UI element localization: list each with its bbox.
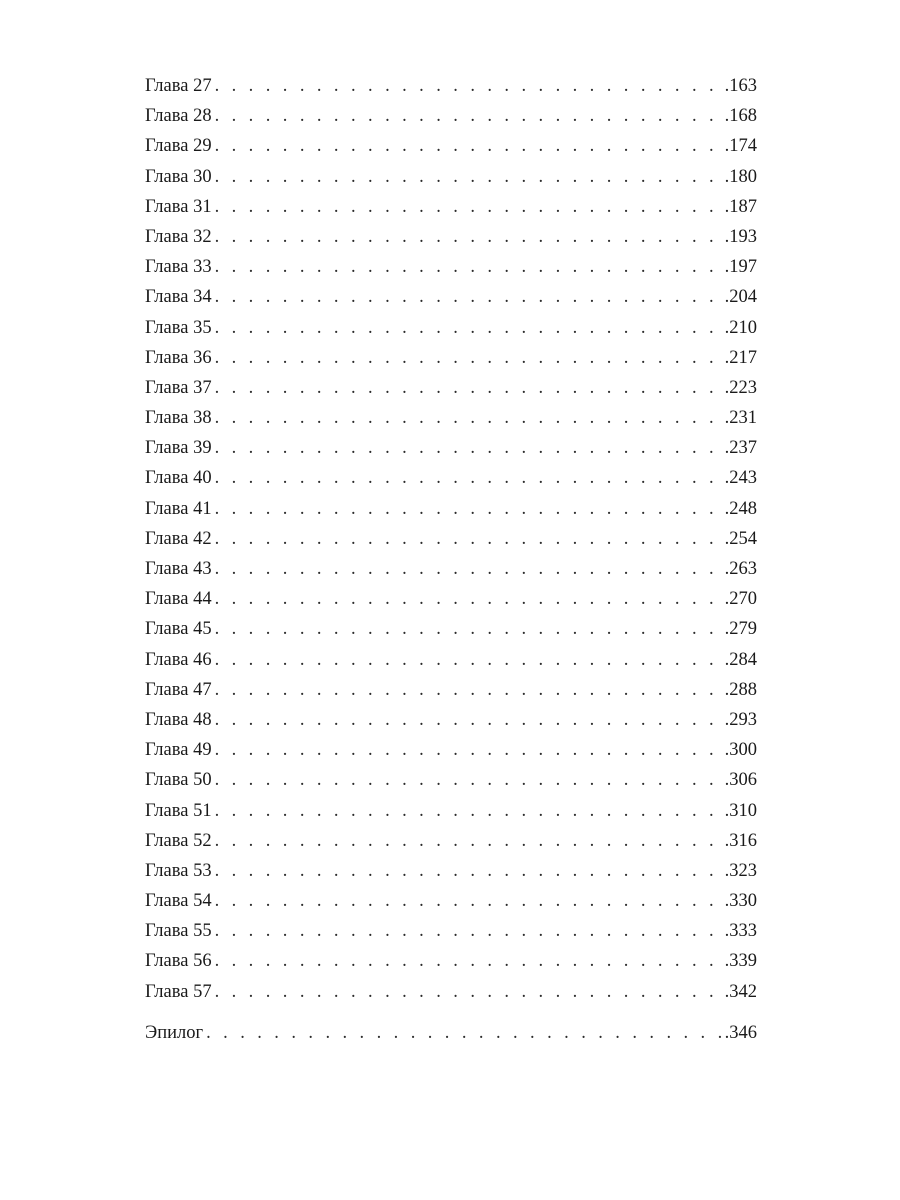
toc-dot-leader	[212, 162, 725, 192]
toc-entry-chapter-45	[145, 614, 757, 644]
toc-dot-leader	[212, 282, 725, 312]
toc-entry-page-number: .284	[724, 649, 757, 670]
toc-entry-page-number: .288	[724, 679, 757, 700]
toc-entry-chapter-49	[145, 735, 757, 765]
toc-entry-label: Глава 52	[145, 830, 212, 851]
toc-entry-label: Глава 33	[145, 257, 212, 278]
toc-entry-chapter-52	[145, 826, 757, 856]
toc-entry-page-number: .237	[724, 438, 757, 459]
toc-entry-page-number: .323	[724, 860, 757, 881]
toc-entry-page-number: .174	[724, 136, 757, 157]
toc-entry-label: Глава 35	[145, 317, 212, 338]
toc-entry-label: Глава 39	[145, 438, 212, 459]
toc-entry-page-number: .204	[724, 287, 757, 308]
toc-entry-chapter-38	[145, 403, 757, 433]
toc-entry-chapter-29	[145, 131, 757, 161]
toc-entry-chapter-53	[145, 856, 757, 886]
toc-entry-chapter-42	[145, 524, 757, 554]
toc-entry-page-number: .254	[724, 528, 757, 549]
toc-entry-chapter-37	[145, 373, 757, 403]
toc-entry-page-number: .300	[724, 740, 757, 761]
toc-entry-chapter-47	[145, 675, 757, 705]
toc-dot-leader	[212, 584, 725, 614]
toc-entry-page-number: .180	[724, 166, 757, 187]
toc-dot-leader	[212, 645, 725, 675]
toc-dot-leader	[212, 463, 725, 493]
toc-entry-label: Глава 57	[145, 981, 212, 1002]
toc-entry-label: Глава 51	[145, 800, 212, 821]
toc-entry-label: Глава 32	[145, 226, 212, 247]
toc-entry-label: Глава 48	[145, 709, 212, 730]
toc-entry-page-number: .163	[724, 76, 757, 96]
table-of-contents	[145, 71, 757, 1048]
toc-entry-chapter-51	[145, 796, 757, 826]
toc-entry-label: Глава 47	[145, 679, 212, 700]
toc-dot-leader	[212, 886, 725, 916]
toc-dot-leader	[212, 101, 725, 131]
toc-entry-chapter-30	[145, 162, 757, 192]
toc-dot-leader	[212, 222, 725, 252]
toc-dot-leader	[212, 735, 725, 765]
toc-entry-label: Глава 34	[145, 287, 212, 308]
toc-entry-chapter-48	[145, 705, 757, 735]
toc-entry-chapter-31	[145, 192, 757, 222]
toc-entry-label: Глава 56	[145, 951, 212, 972]
toc-entry-label: Глава 44	[145, 589, 212, 610]
toc-dot-leader	[212, 403, 725, 433]
toc-entry-chapter-44	[145, 584, 757, 614]
toc-dot-leader	[212, 71, 725, 101]
toc-dot-leader	[212, 614, 725, 644]
toc-dot-leader	[212, 705, 725, 735]
toc-dot-leader	[212, 494, 725, 524]
toc-entry-label: Глава 54	[145, 891, 212, 912]
toc-entry-page-number: .339	[724, 951, 757, 972]
toc-entry-page-number: .306	[724, 770, 757, 791]
toc-entry-chapter-32	[145, 222, 757, 252]
toc-dot-leader	[212, 313, 725, 343]
toc-dot-leader	[212, 131, 725, 161]
toc-entry-page-number: .346	[724, 1022, 757, 1043]
toc-entry-label: Глава 55	[145, 921, 212, 942]
toc-entry-page-number: .270	[724, 589, 757, 610]
toc-entry-chapter-57	[145, 977, 757, 1007]
toc-entry-chapter-28	[145, 101, 757, 131]
toc-entry-page-number: .310	[724, 800, 757, 821]
toc-entry-label: Глава 43	[145, 559, 212, 579]
toc-entry-label: Глава 41	[145, 498, 212, 519]
toc-entry-page-number: .187	[724, 196, 757, 217]
toc-dot-leader	[212, 675, 725, 705]
toc-dot-leader	[212, 946, 725, 976]
toc-entry-label: Глава 53	[145, 860, 212, 881]
toc-entry-label: Глава 46	[145, 649, 212, 670]
toc-dot-leader	[212, 796, 725, 826]
toc-entry-page-number: .197	[724, 257, 757, 278]
toc-dot-leader	[212, 554, 725, 584]
toc-entry-page-number: .210	[724, 317, 757, 338]
toc-dot-leader	[212, 977, 725, 1007]
toc-entry-page-number: .168	[724, 106, 757, 127]
toc-entry-epilogue	[145, 1018, 757, 1048]
toc-entry-page-number: .217	[724, 347, 757, 368]
toc-entry-page-number: .263	[724, 559, 757, 579]
toc-entry-page-number: .279	[724, 619, 757, 640]
toc-entry-label: Глава 50	[145, 770, 212, 791]
toc-dot-leader	[212, 524, 725, 554]
toc-dot-leader	[212, 192, 725, 222]
toc-entry-page-number: .316	[724, 830, 757, 851]
toc-dot-leader	[212, 373, 725, 403]
toc-entry-chapter-41	[145, 494, 757, 524]
toc-entry-label: Глава 40	[145, 468, 212, 489]
toc-entry-label: Глава 42	[145, 528, 212, 549]
toc-entry-chapter-54	[145, 886, 757, 916]
toc-dot-leader	[203, 1018, 725, 1048]
toc-entry-label: Глава 30	[145, 166, 212, 187]
toc-dot-leader	[212, 916, 725, 946]
toc-entry-chapter-33	[145, 252, 757, 282]
toc-dot-leader	[212, 826, 725, 856]
toc-entry-chapter-55	[145, 916, 757, 946]
toc-entry-label: Глава 28	[145, 106, 212, 127]
toc-entry-chapter-43	[145, 554, 757, 584]
toc-entry-label: Глава 29	[145, 136, 212, 157]
toc-dot-leader	[212, 765, 725, 795]
toc-entry-page-number: .342	[724, 981, 757, 1002]
toc-entry-page-number: .333	[724, 921, 757, 942]
toc-entry-chapter-46	[145, 645, 757, 675]
toc-dot-leader	[212, 856, 725, 886]
toc-entry-chapter-40	[145, 463, 757, 493]
toc-entry-page-number: .330	[724, 891, 757, 912]
toc-entry-label: Глава 49	[145, 740, 212, 761]
toc-entry-page-number: .193	[724, 226, 757, 247]
toc-entry-chapter-39	[145, 433, 757, 463]
toc-entry-page-number: .248	[724, 498, 757, 519]
toc-dot-leader	[212, 343, 725, 373]
toc-entry-chapter-34	[145, 282, 757, 312]
toc-dot-leader	[212, 252, 725, 282]
toc-entry-page-number: .231	[724, 408, 757, 429]
toc-entry-page-number: .243	[724, 468, 757, 489]
toc-entry-chapter-36	[145, 343, 757, 373]
toc-entry-label: Глава 27	[145, 76, 212, 96]
toc-entry-chapter-50	[145, 765, 757, 795]
toc-entry-label: Глава 38	[145, 408, 212, 429]
toc-entry-label: Глава 45	[145, 619, 212, 640]
toc-entry-chapter-27	[145, 71, 757, 101]
toc-entry-page-number: .293	[724, 709, 757, 730]
toc-dot-leader	[212, 433, 725, 463]
toc-entry-label: Глава 36	[145, 347, 212, 368]
toc-entry-chapter-56	[145, 946, 757, 976]
toc-entry-label: Эпилог	[145, 1022, 204, 1043]
toc-entry-label: Глава 37	[145, 377, 212, 398]
toc-entry-chapter-35	[145, 313, 757, 343]
toc-entry-label: Глава 31	[145, 196, 212, 217]
toc-entry-page-number: .223	[724, 377, 757, 398]
